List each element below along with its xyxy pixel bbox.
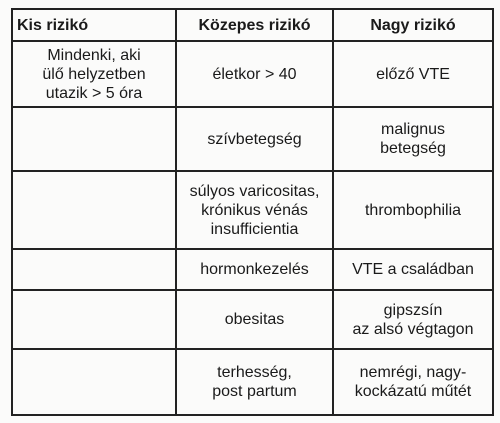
table-row [12,107,493,171]
cell-high-risk: nemrégi, nagy- kockázatú műtét [333,349,493,415]
cell-medium-risk: súlyos varicositas, krónikus vénás insufficientia [176,171,333,249]
table-row [12,249,493,290]
cell-low-risk [12,107,176,171]
cell-medium-risk: hormonkezelés [176,249,333,290]
cell-medium-risk: életkor > 40 [176,41,333,107]
header-high-risk: Nagy rizikó [333,9,493,41]
cell-low-risk [12,290,176,349]
cell-medium-risk: terhesség, post partum [176,349,333,415]
table-header-row [12,9,493,41]
cell-high-risk: thrombophilia [333,171,493,249]
cell-medium-risk: obesitas [176,290,333,349]
cell-high-risk: gipszsín az alsó végtagon [333,290,493,349]
table-row [12,171,493,249]
cell-high-risk: malignus betegség [333,107,493,171]
cell-low-risk [12,171,176,249]
cell-high-risk: előző VTE [333,41,493,107]
header-medium-risk: Közepes rizikó [176,9,333,41]
cell-low-risk: Mindenki, aki ülő helyzetben utazik > 5 óra [12,41,176,107]
table-row [12,41,493,107]
cell-high-risk: VTE a családban [333,249,493,290]
cell-medium-risk: szívbetegség [176,107,333,171]
cell-low-risk [12,249,176,290]
table-row [12,290,493,349]
header-low-risk: Kis rizikó [12,9,176,41]
cell-low-risk [12,349,176,415]
table-row [12,349,493,415]
risk-table [11,8,494,416]
